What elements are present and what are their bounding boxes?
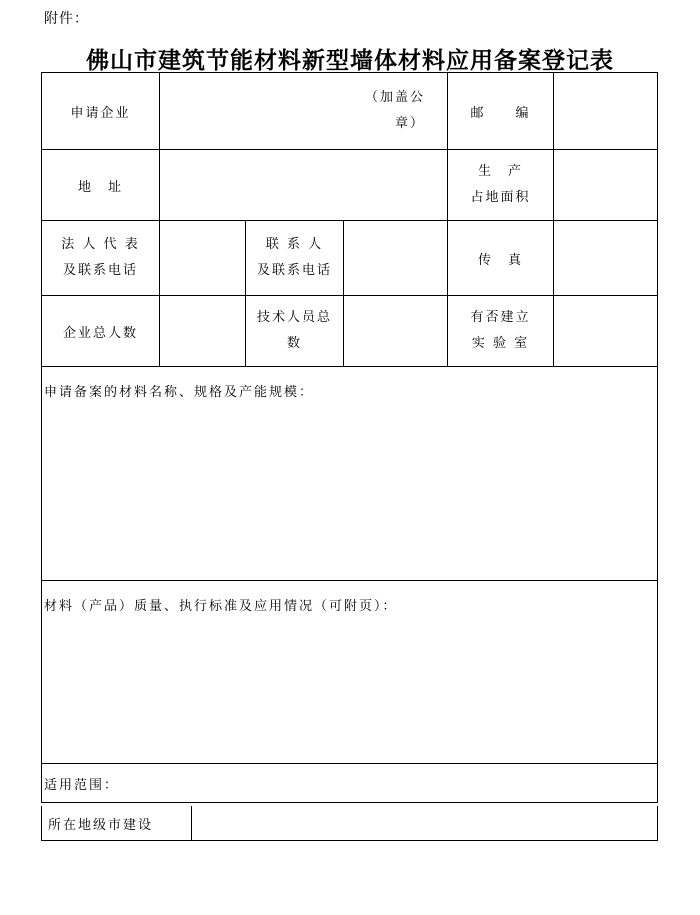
- legal-rep-line1: 法 人 代 表: [61, 237, 140, 252]
- legal-rep-line2: 及联系电话: [62, 263, 138, 278]
- bottom-partial-table: [41, 806, 658, 841]
- quality-section[interactable]: [42, 581, 658, 764]
- materials-section-label: 申请备案的材料名称、规格及产能规模：: [44, 385, 315, 400]
- postcode-field[interactable]: [554, 73, 658, 150]
- lab-label: [448, 296, 554, 367]
- tech-staff-field[interactable]: [344, 296, 448, 367]
- total-staff-field[interactable]: [160, 296, 246, 367]
- applicant-label: 申请企业: [42, 73, 160, 150]
- contact-person-line1: 联 系 人: [265, 237, 324, 252]
- legal-rep-label: [42, 221, 160, 296]
- quality-section-label: 材料（产品）质量、执行标准及应用情况（可附页）：: [44, 599, 398, 614]
- registration-form-table: [41, 72, 658, 803]
- applicant-row: [42, 73, 658, 150]
- attachment-label: 附件：: [44, 11, 89, 27]
- production-area-field[interactable]: [554, 150, 658, 221]
- total-staff-label: 企业总人数: [42, 296, 160, 367]
- staff-row: [42, 296, 658, 367]
- city-construction-field[interactable]: [192, 806, 658, 841]
- postcode-label: 邮 编: [448, 73, 554, 150]
- address-label: 地 址: [42, 150, 160, 221]
- address-field[interactable]: [160, 150, 448, 221]
- city-construction-row: [42, 806, 658, 841]
- legal-rep-field[interactable]: [160, 221, 246, 296]
- seal-note-line1: （加盖公: [364, 90, 425, 105]
- lab-line1: 有否建立: [470, 310, 531, 325]
- contact-person-field[interactable]: [344, 221, 448, 296]
- form-title: 佛山市建筑节能材料新型墙体材料应用备案登记表: [86, 48, 614, 74]
- city-construction-label: 所在地级市建设: [42, 806, 192, 841]
- tech-staff-line1: 技术人员总: [256, 310, 332, 325]
- quality-row: [42, 581, 658, 764]
- production-area-label: [448, 150, 554, 221]
- seal-note-line2: 章）: [394, 116, 425, 131]
- contact-person-line2: 及联系电话: [256, 263, 332, 278]
- contact-person-label: [246, 221, 344, 296]
- tech-staff-label: [246, 296, 344, 367]
- lab-field[interactable]: [554, 296, 658, 367]
- lab-line2: 实 验 室: [471, 336, 530, 351]
- fax-field[interactable]: [554, 221, 658, 296]
- tech-staff-line2: 数: [286, 336, 302, 351]
- contacts-row: [42, 221, 658, 296]
- applicant-field[interactable]: [160, 73, 448, 150]
- scope-section[interactable]: [42, 764, 658, 803]
- scope-row: [42, 764, 658, 803]
- production-area-line1: 生 产: [477, 164, 523, 179]
- production-area-line2: 占地面积: [470, 190, 531, 205]
- materials-section[interactable]: [42, 367, 658, 581]
- address-row: [42, 150, 658, 221]
- fax-label: 传 真: [448, 221, 554, 296]
- materials-row: [42, 367, 658, 581]
- scope-section-label: 适用范围：: [44, 777, 120, 793]
